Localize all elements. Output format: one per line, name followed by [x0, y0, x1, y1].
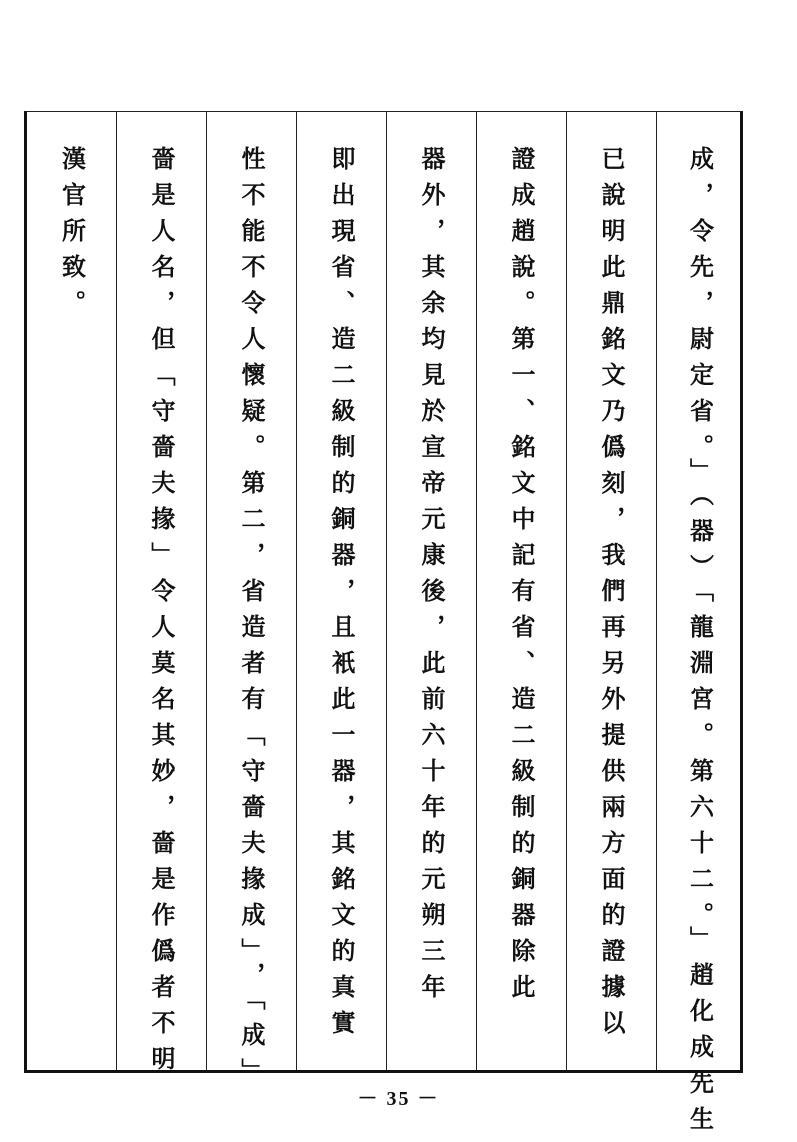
- text-column-3: [476, 112, 566, 1070]
- text-column-1: [656, 112, 743, 1142]
- column-text: 器外，其余均見於宣帝元康後，此前六十年的元朔三年: [417, 146, 446, 1010]
- column-text: 性不能不令人懷疑。第二，省造者有「守嗇夫掾成」，「成」: [237, 146, 266, 1094]
- column-text: 成，令先，尉定省。」（器）「龍淵宮。第六十二。」趙化成先生: [685, 146, 715, 1142]
- column-text: 已說明此鼎銘文乃僞刻，我們再另外提供兩方面的證據以: [597, 146, 626, 1046]
- column-text: 即出現省、造二級制的銅器，且衹此一器，其銘文的真實: [327, 146, 356, 1046]
- text-column-8: [27, 112, 116, 1070]
- column-text: 漢官所致。: [57, 146, 87, 326]
- text-column-2: [566, 112, 656, 1070]
- text-column-7: [116, 112, 206, 1082]
- text-column-4: [386, 112, 476, 1070]
- column-text: 嗇是人名，但「守嗇夫掾」令人莫名其妙，嗇是作僞者不明: [147, 146, 176, 1082]
- text-column-5: [296, 112, 386, 1070]
- text-column-6: [206, 112, 296, 1094]
- column-text: 證成趙說。第一、銘文中記有省、造二級制的銅器除此: [507, 146, 536, 1010]
- page-number: － 35 －: [357, 1088, 440, 1110]
